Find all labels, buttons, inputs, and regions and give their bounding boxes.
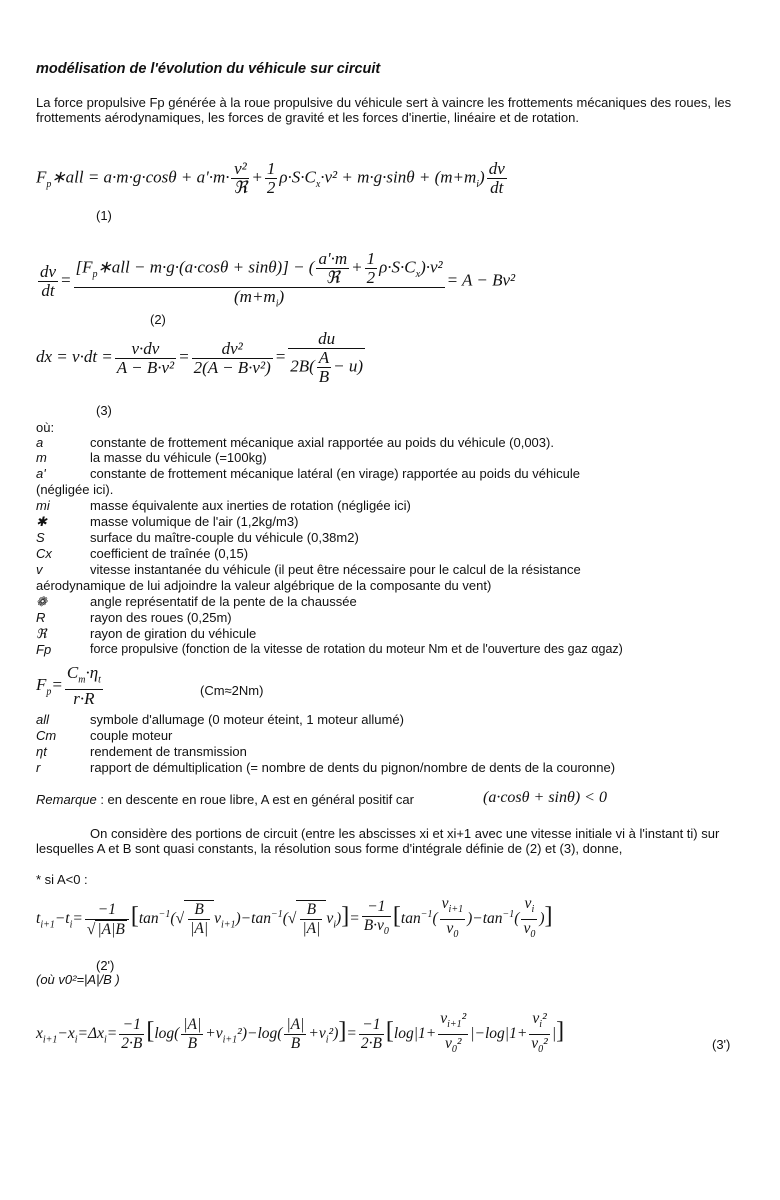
symbol: R xyxy=(36,610,46,625)
symbol-desc: la masse du véhicule (=100kg) xyxy=(90,450,267,465)
equation-3prime-label: (3') xyxy=(712,1037,731,1052)
equation-1: $F_p∗all = a\cdot m\cdot g\cdot\cos\theta + a'\cdot m\cdot$ $\frac{\text{v²}}{\text{ℜ}}$ + $\frac{1}{2}$ $\rho\cdot S\cdot C_x\cdot v^2 + m\cdot g\cdot\sin\theta + (m+m_i)$ $\frac{dv}{dt}$ xyxy=(36,159,505,197)
symbol: a' xyxy=(36,466,46,481)
symbol-desc: masse équivalente aux inerties de rotation (négligée ici) xyxy=(90,498,411,513)
symbol: Fp xyxy=(36,642,52,657)
symbol: S xyxy=(36,530,45,545)
remarque xyxy=(36,792,414,807)
symbol: ηt xyxy=(36,744,47,759)
symbol-desc: surface du maître-couple du véhicule (0,38m2) xyxy=(90,530,359,545)
ou-label: où: xyxy=(36,420,55,435)
symbol-desc: force propulsive (fonction de la vitesse de rotation du moteur Nm et de l'ouverture des gaz αgaz) xyxy=(90,642,623,656)
equation-1-label: (1) xyxy=(96,208,112,223)
symbol: a xyxy=(36,435,44,450)
page-title: modélisation de l'évolution du véhicule sur circuit xyxy=(36,61,381,77)
symbol-desc: rayon des roues (0,25m) xyxy=(90,610,232,625)
consider-paragraph: On considère des portions de circuit (entre les abscisses xi et xi+1 avec une vitesse initiale vi à l'instant ti) sur lesquelles A et B sont quasi constants, la résolution sous forme d'intégrale définie de (2) et (3), donne, xyxy=(36,826,720,856)
symbol: all xyxy=(36,712,50,727)
symbol-desc-cont: aérodynamique de lui adjoindre la valeur algébrique de la composante du vent) xyxy=(36,578,492,593)
equation-3-label: (3) xyxy=(96,403,112,418)
symbol-desc: constante de frottement mécanique latéral (en virage) rapportée au poids du véhicule xyxy=(90,466,580,481)
symbol-desc: rayon de giration du véhicule xyxy=(90,626,257,641)
symbol-desc: coefficient de traînée (0,15) xyxy=(90,546,249,561)
symbol-desc: angle représentatif de la pente de la chaussée xyxy=(90,594,357,609)
remarque-condition: (a·cosθ + sinθ) < 0 xyxy=(483,789,607,806)
symbol: ℜ xyxy=(36,626,47,641)
symbol-desc: constante de frottement mécanique axial rapportée au poids du véhicule (0,003). xyxy=(90,435,554,450)
symbol: Cm xyxy=(36,728,57,743)
symbol-desc: rapport de démultiplication (= nombre de dents du pignon/nombre de dents de la couronne) xyxy=(90,760,616,775)
equation-2-label: (2) xyxy=(150,312,166,327)
symbol-desc: vitesse instantanée du véhicule (il peut être nécessaire pour le calcul de la résistance xyxy=(90,562,581,577)
equation-2: $\frac{dv}{dt}$ = $[F_p∗all - m\cdot g\cdot(a\cdot\cos\theta + \sin\theta)]$ − ( $\frac{a'\cdot m}{\text{ℜ}}$ + $\frac{1}{2}$ $\rho\cdot S\cdot C_x)\cdot v^2$ $(m+m_i)$ = A − Bv² xyxy=(40,249,516,310)
remarque-label: Remarque xyxy=(36,792,97,807)
equation-3: dx = v·dt = $\frac{v\cdot dv}{\text{A − B·v²}}$ = $\frac{\text{dv²}}{\text{2(A − B·v²)}}$ = du 2B( $\frac{A}{B}$ − u) xyxy=(36,329,364,386)
symbol-desc: couple moteur xyxy=(90,728,173,743)
v0-definition: (où v0²=|A|/B ) xyxy=(36,972,120,987)
symbol-desc: masse volumique de l'air (1,2kg/m3) xyxy=(90,514,299,529)
equation-2prime-label: (2') xyxy=(96,958,115,973)
symbol: ❁ xyxy=(36,594,47,609)
symbol: m xyxy=(36,450,47,465)
symbol-desc-cont: (négligée ici). xyxy=(36,482,114,497)
symbol: r xyxy=(36,760,41,775)
intro-paragraph: La force propulsive Fp générée à la roue propulsive du véhicule sert à vaincre les frottements mécaniques des roues, les frottements aérodynamiques, les forces de gravité et les forces d'inertie, linéaire et de rotation. xyxy=(36,95,732,125)
equation-3prime: $x_{i+1}-x_i=\Delta x_i=$ $\frac{-1}{2\cdot B}$ [log( $\frac{|A|}{B}$ $+v_{i+1}^2)-\log$( $\frac{|A|}{B}$ $+v_i^2)]=$ $\frac{-1}{2\cdot B}$ [log|1+ $\frac{v_{i+1}^2}{v_0^2}$ |−log|1+ $\frac{v_i^2}{v_0^2}$ |] xyxy=(36,1010,565,1056)
remarque-text: : en descente en roue libre, A est en général positif car xyxy=(96,792,414,807)
symbol-desc: rendement de transmission xyxy=(90,744,247,759)
symbol: Cx xyxy=(36,546,52,561)
cm-note: (Cm≈2Nm) xyxy=(200,683,264,698)
symbol: v xyxy=(36,562,43,577)
equation-2prime: $t_{i+1}-t_i=$ $\frac{-1}{√ |A|B}$ [$\tan^{-1}(√$ $\frac{B}{|A|}$ $v_{i+1})-\tan^{-1}(√$ $\frac{B}{|A|}$ $v_i)]=$ $\frac{-1}{B\cdot v_0}$ [$\tan^{-1}$( $\frac{v_{i+1}}{v_0}$ )$-\tan^{-1}$( $\frac{v_i}{v_0}$ )] xyxy=(36,895,553,941)
symbol: ✱ xyxy=(36,514,47,529)
equation-fp: $F_p=$ $\frac{C_m\cdot\eta_t}{r\cdot R}$ xyxy=(36,663,101,709)
symbol: mi xyxy=(36,498,50,513)
symbol-desc: symbole d'allumage (0 moteur éteint, 1 moteur allumé) xyxy=(90,712,404,727)
si-condition: * si A<0 : xyxy=(36,872,88,887)
